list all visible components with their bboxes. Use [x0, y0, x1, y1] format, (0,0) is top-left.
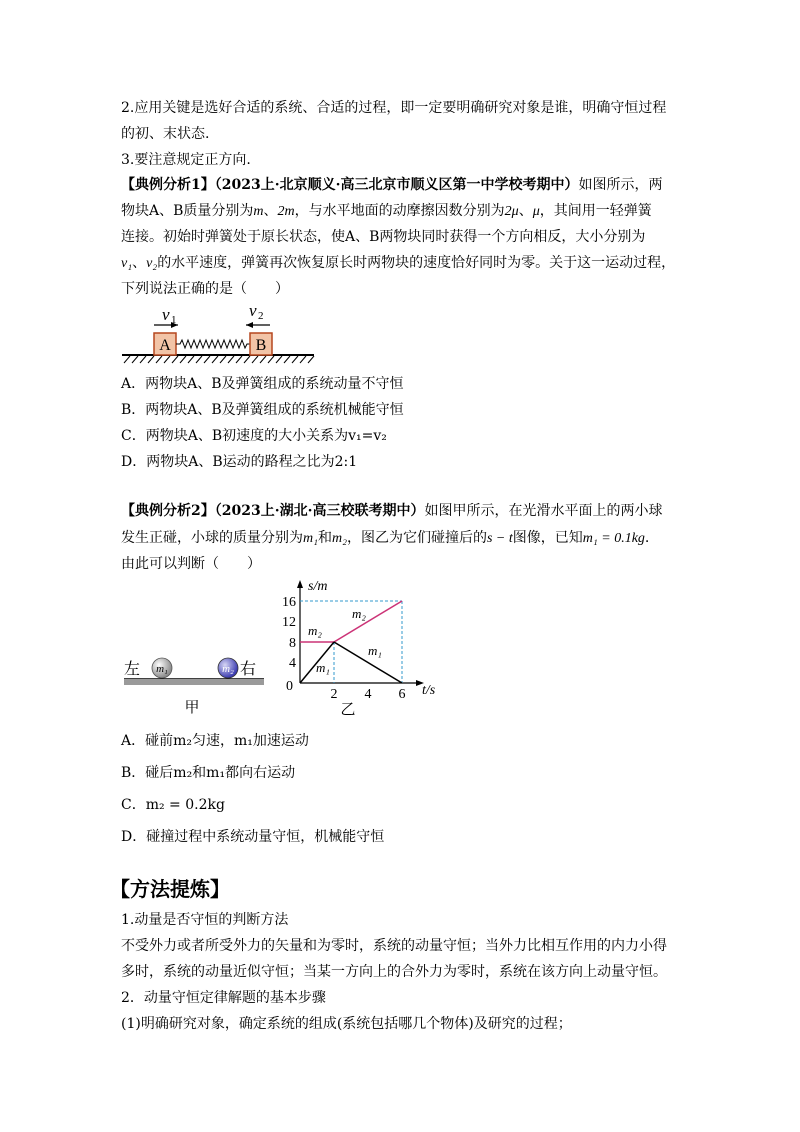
block-a-label: A	[159, 337, 171, 354]
m2-symbol: m₂	[331, 531, 347, 546]
mass-symbol: 2m	[277, 204, 295, 219]
v2-symbol: v₂	[146, 256, 158, 271]
example1-stem-line: 连接。初始时弹簧处于原长状态，使A、B两物块同时获得一个方向相反，大小分别为	[121, 229, 646, 245]
example2-stem-line: 由此可以判断（ ）	[121, 556, 261, 572]
method-line: 1.动量是否守恒的判断方法	[121, 912, 289, 928]
line-m2-after	[334, 601, 402, 642]
example2-source: （2023上·湖北·高三校联考期中）	[214, 503, 425, 519]
example1-tag: 【典例分析1】	[121, 177, 215, 193]
separator: 、	[263, 203, 278, 219]
example2-stem: 如图甲所示，在光滑水平面上的两小球	[424, 503, 663, 519]
example1-stem-line	[121, 201, 652, 222]
example1-option-a[interactable]: A．两物块A、B及弹簧组成的系统动量不守恒	[121, 376, 404, 392]
example2-option-c[interactable]: C．m₂ = 0.2kg	[121, 797, 225, 813]
example1-option-c[interactable]: C．两物块A、B初速度的大小关系为v₁=v₂	[121, 428, 387, 444]
x-axis-label: t/s	[422, 683, 436, 698]
v1-subscript: 1	[171, 314, 177, 326]
method-line: 不受外力或者所受外力的矢量和为零时，系统的动量守恒；当外力比相互作用的内力小得	[121, 938, 667, 954]
v1-label: v	[162, 305, 170, 324]
stem-text: 和	[317, 530, 332, 546]
example2-title-line	[121, 501, 662, 521]
text-line: 2.应用关键是选好合适的系统、合适的过程，即一定要明确研究对象是谁，明确守恒过程	[121, 100, 667, 116]
right-word: 右	[240, 659, 257, 678]
st-graph	[272, 580, 452, 720]
ground-hatch	[124, 356, 314, 363]
stem-text: ，其间用一轻弹簧	[539, 203, 652, 219]
ball-m1-label: m₁	[156, 663, 168, 675]
balls-figure	[118, 648, 268, 718]
x-tick-2: 2	[330, 687, 338, 702]
stem-text: 物块A、B质量分别为	[121, 203, 254, 219]
y-tick-8: 8	[289, 636, 296, 651]
example2-stem-line	[121, 528, 649, 549]
spring	[176, 340, 250, 348]
stem-text: 的水平速度，弹簧再次恢复原长时两物块的速度恰好同时为零。关于这一运动过程，	[157, 255, 676, 271]
example2-option-a[interactable]: A．碰前m₂匀速，m₁加速运动	[121, 733, 309, 749]
separator: 、	[518, 203, 533, 219]
example1-stem-line: 下列说法正确的是（ ）	[121, 281, 289, 297]
example1-stem: 如图所示，两	[578, 177, 663, 193]
x-tick-4: 4	[364, 687, 372, 702]
x-tick-6: 6	[398, 687, 406, 702]
example1-option-b[interactable]: B．两物块A、B及弹簧组成的系统机械能守恒	[121, 402, 404, 418]
given-mass: m₁ = 0.1kg	[582, 531, 645, 546]
caption-yi: 乙	[340, 700, 356, 718]
ball-m2-label: m₂	[222, 663, 234, 675]
method-line: (1)明确研究对象，确定系统的组成(系统包括哪几个物体)及研究的过程；	[121, 1016, 572, 1032]
example1-source: （2023上·北京顺义·高三北京市顺义区第一中学校考期中）	[214, 177, 579, 193]
y-tick-12: 12	[282, 615, 296, 630]
example1-option-d[interactable]: D．两物块A、B运动的路程之比为2:1	[121, 454, 358, 470]
caption-jia: 甲	[184, 698, 200, 716]
method-line: 2．动量守恒定律解题的基本步骤	[121, 990, 326, 1006]
y-axis-arrow	[297, 580, 303, 588]
v2-subscript: 2	[258, 310, 264, 322]
method-heading: 【方法提炼】	[110, 877, 230, 901]
left-word: 左	[124, 659, 141, 678]
mu-symbol: 2μ	[504, 204, 519, 219]
example1-stem-line	[121, 253, 675, 274]
label-m2-before: m₂	[308, 623, 322, 638]
mass-symbol: m	[253, 204, 264, 219]
st-symbol: s − t	[486, 531, 513, 546]
origin-label: 0	[286, 679, 293, 694]
label-m1-before: m₁	[316, 660, 330, 675]
text-line: 3.要注意规定正方向.	[121, 152, 251, 168]
stem-text: ，图乙为它们碰撞后的	[346, 530, 487, 546]
example2-option-b[interactable]: B．碰后m₂和m₁都向右运动	[121, 765, 296, 781]
example1-title-line	[121, 175, 662, 195]
ground-hatch	[124, 679, 264, 685]
example2-tag: 【典例分析2】	[121, 503, 215, 519]
y-axis-label: s/m	[308, 580, 328, 594]
stem-text: 图像，已知	[512, 530, 583, 546]
stem-text: ，与水平地面的动摩擦因数分别为	[294, 203, 505, 219]
example2-option-d[interactable]: D．碰撞过程中系统动量守恒，机械能守恒	[121, 829, 385, 845]
stem-text: .	[644, 530, 650, 546]
label-m1-after: m₁	[368, 643, 382, 658]
y-tick-16: 16	[282, 595, 296, 610]
y-tick-4: 4	[289, 656, 296, 671]
v2-label: v	[249, 301, 257, 320]
separator: 、	[132, 255, 147, 271]
block-b-label: B	[255, 337, 267, 354]
v2-arrowhead	[246, 322, 253, 328]
mu-symbol: μ	[532, 204, 540, 219]
text-line: 的初、末状态.	[121, 126, 210, 142]
label-m2-after: m₂	[352, 606, 366, 621]
m1-symbol: m₁	[303, 531, 318, 546]
stem-text: 发生正碰，小球的质量分别为	[121, 530, 303, 546]
v1-symbol: v₁	[121, 256, 133, 271]
method-line: 多时，系统的动量近似守恒；当某一方向上的合外力为零时，系统在该方向上动量守恒。	[121, 964, 667, 980]
spring-blocks-figure	[118, 300, 318, 366]
